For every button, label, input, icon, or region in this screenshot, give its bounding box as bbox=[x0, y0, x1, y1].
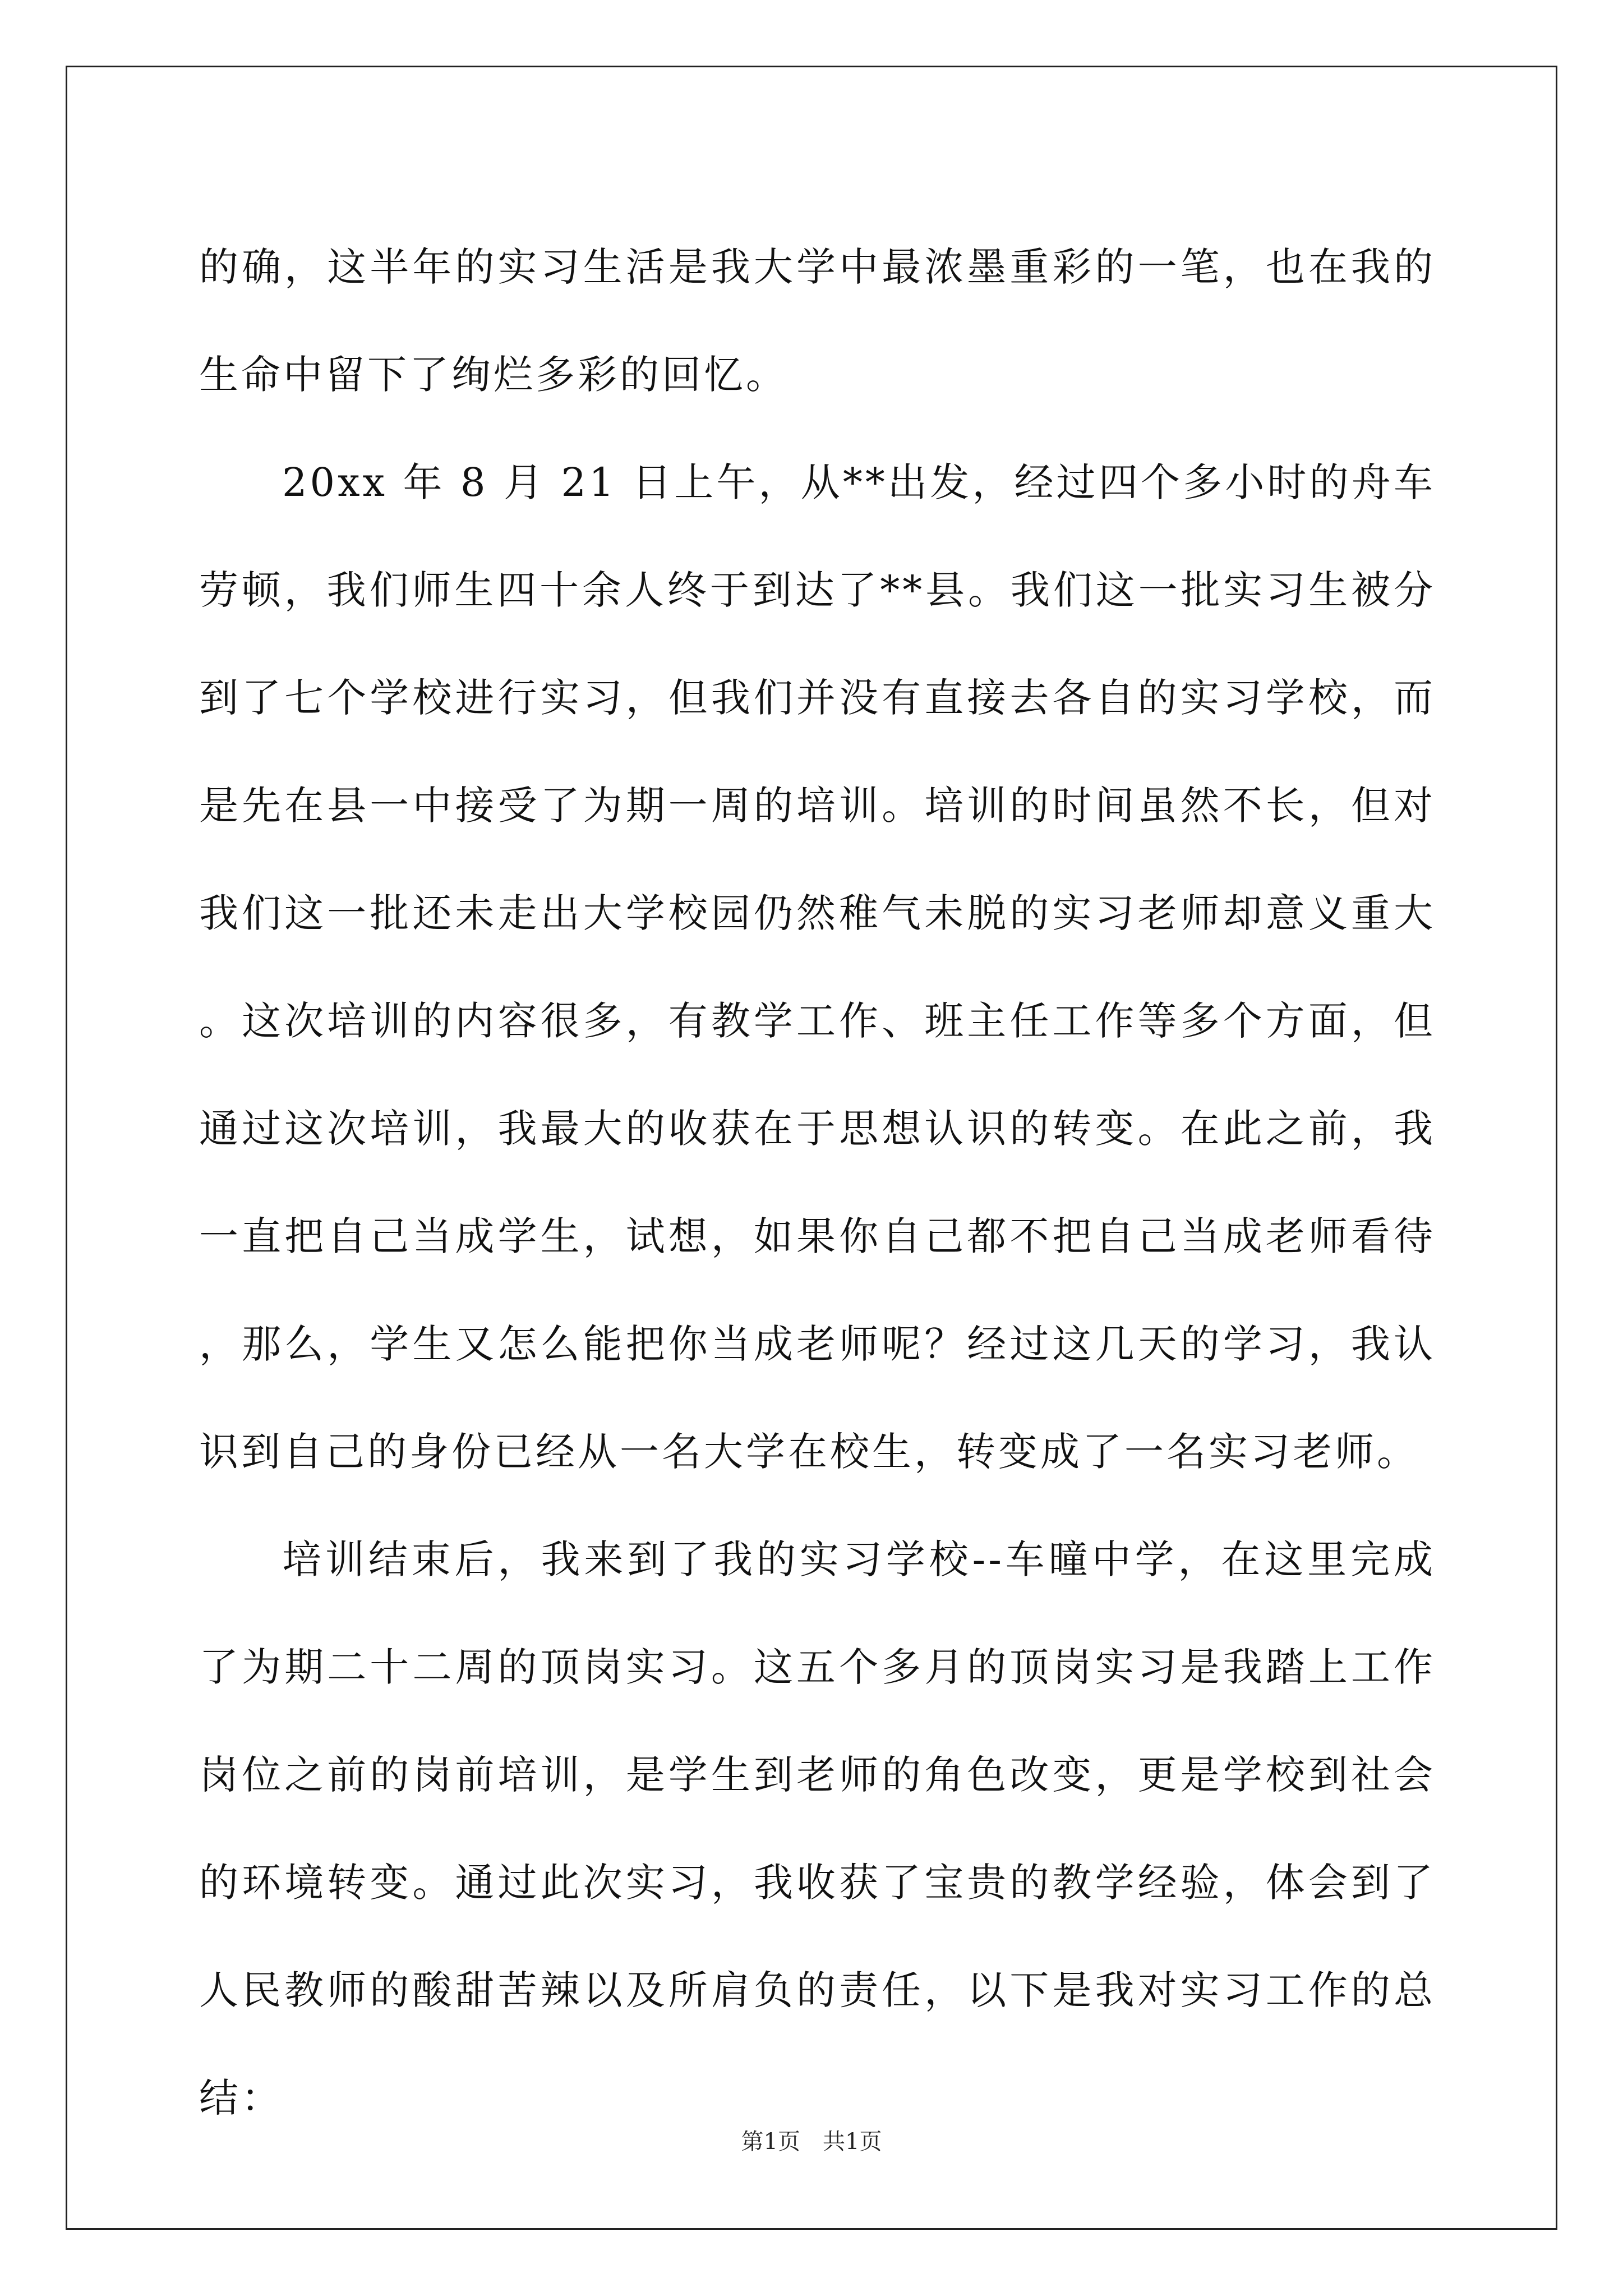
paragraph-2: 20xx 年 8 月 21 日上午，从**出发，经过四个多小时的舟车劳顿，我们师生四十余人终于到达了**县。我们这一批实习生被分到了七个学校进行实习，但我们并没有直接去各自的实习学校，而是先在县一中接受了为期一周的培训。培训的时间虽然不长，但对我们这一批还未走出大学校园仍然稚气未脱的实习老师却意义重大。这次培训的内容很多，有教学工作、班主任工作等多个方面，但通过这次培训，我最大的收获在于思想认识的转变。在此之前，我一直把自己当成学生，试想，如果你自己都不把自己当成老师看待，那么，学生又怎么能把你当成老师呢？经过这几天的学习，我认识到自己的身份已经从一名大学在校生，转变成了一名实习老师。 bbox=[199, 459, 1436, 1475]
page-number-total: 共1页 bbox=[823, 2129, 882, 2155]
paragraph-3: 培训结束后，我来到了我的实习学校--车曈中学，在这里完成了为期二十二周的顶岗实习。这五个多月的顶岗实习是我踏上工作岗位之前的岗前培训，是学生到老师的角色改变，更是学校到社会的环境转变。通过此次实习，我收获了宝贵的教学经验，体会到了人民教师的酸甜苦辣以及所肩负的责任，以下是我对实习工作的总结： bbox=[199, 1536, 1436, 2121]
document-body bbox=[199, 213, 1436, 2152]
page-number-current: 第1页 bbox=[741, 2129, 800, 2155]
page-footer bbox=[0, 2124, 1623, 2156]
paragraph-1: 的确，这半年的实习生活是我大学中最浓墨重彩的一笔，也在我的生命中留下了绚烂多彩的回忆。 bbox=[199, 244, 1436, 398]
